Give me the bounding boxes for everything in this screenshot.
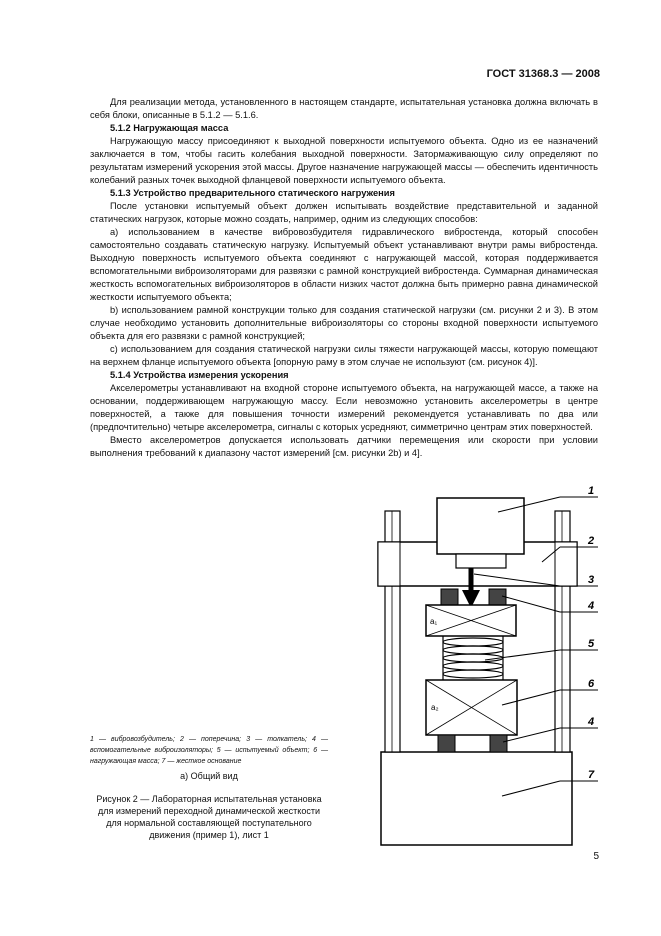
callout-7: 7	[588, 769, 595, 781]
callout-6: 6	[588, 678, 595, 690]
paragraph: Нагружающую массу присоединяют к выходной поверхности испытуемого объекта. Одно из ее назначений заключается в том, чтобы гасить колебания выходной поверхности. Затормаживающую силу определяют по результатам измерений ускорения этой массы. Другое назначение нагружающей массы — обеспечить идентичность колебаний разных точек выходной фланцевой поверхности испытуемого объекта.	[90, 136, 598, 185]
figure-subcaption: а) Общий вид	[180, 771, 238, 781]
callout-4b: 4	[588, 716, 595, 728]
loading-mass-a2	[426, 680, 517, 735]
mass-a2-label: a₂	[431, 703, 439, 712]
paragraph: Вместо акселерометров допускается использовать датчики перемещения или скорости при условии выполнения требований к диапазону частот измерений [см. рисунки 2b) и 4].	[90, 435, 598, 458]
section-heading: 5.1.4 Устройства измерения ускорения	[110, 370, 289, 380]
figure-legend: 1 — вибровозбудитель; 2 — поперечина; 3 — толкатель; 4 — вспомогательные виброизоляторы; 5 — испытуемый объект; 6 — нагружающая масса; 7 — жесткое основание	[90, 736, 328, 765]
vibration-exciter	[437, 498, 524, 554]
paragraph: После установки испытуемый объект должен испытывать воздействие представительной и заданной статических нагрузок, которые можно создать, например, одним из следующих способов:	[90, 201, 598, 224]
section-heading: 5.1.2 Нагружающая масса	[110, 123, 229, 133]
paragraph: b) использованием рамной конструкции только для создания статической нагрузки (см. рисунки 2 и 3). В этом случае необходимо установить дополнительные виброизоляторы со стороны входной поверхности испытуемого объекта для его развязки с рамной конструкцией;	[90, 305, 598, 341]
rigid-base	[381, 752, 572, 845]
page-header: ГОСТ 31368.3 — 2008	[486, 68, 600, 80]
callout-1: 1	[588, 485, 595, 497]
isolators-lower	[438, 735, 507, 752]
section-heading: 5.1.3 Устройство предварительного статического нагружения	[110, 188, 395, 198]
callout-3: 3	[588, 574, 595, 586]
paragraph: а) использованием в качестве вибровозбудителя гидравлического вибростенда, который способен самостоятельно создавать статическую нагрузку. Испытуемый объект устанавливают внутри рамы вибростенда. Выходную поверхность испытуемого объекта соединяют с нагружающей массой, которая поддерживается вспомогательными виброизоляторами для развязки с рамной конструкцией вибростенда. Суммарная динамическая жесткость вспомогательных виброизоляторов в области низких частот должна быть примерно равна динамической жесткости испытуемого объекта;	[90, 227, 598, 302]
callout-4: 4	[588, 600, 595, 612]
test-object-spring	[443, 636, 503, 680]
page-number: 5	[593, 851, 599, 862]
callout-5: 5	[588, 638, 595, 650]
paragraph: Акселерометры устанавливают на входной стороне испытуемого объекта, на нагружающей массе, а также на основании, поддерживающем нагружающую массу. Если невозможно установить акселерометры в центре поверхностей, а также для повышения точности измерений рекомендуется устанавливать по два или (предпочтительно) четыре акселерометра, сигналы с которых усредняют, симметрично центрам этих поверхностей.	[90, 383, 598, 432]
paragraph: с) использованием для создания статической нагрузки силы тяжести нагружающей массы, которую помещают на верхнем фланце испытуемого объекта [опорную раму в этом случае не используют (см. рисунок 4)].	[90, 344, 598, 367]
paragraph: Для реализации метода, установленного в настоящем стандарте, испытательная установка должна включать в себя блоки, описанные в 5.1.2 — 5.1.6.	[90, 97, 598, 120]
mass-a1-label: a₁	[430, 617, 438, 626]
exciter-neck	[456, 554, 506, 568]
callout-2: 2	[588, 535, 595, 547]
figure-caption: Рисунок 2 — Лабораторная испытательная установка для измерений переходной динамической жесткости для нормальной составляющей поступательного движения (пример 1), лист 1	[96, 794, 322, 840]
mass-a1	[426, 605, 516, 636]
